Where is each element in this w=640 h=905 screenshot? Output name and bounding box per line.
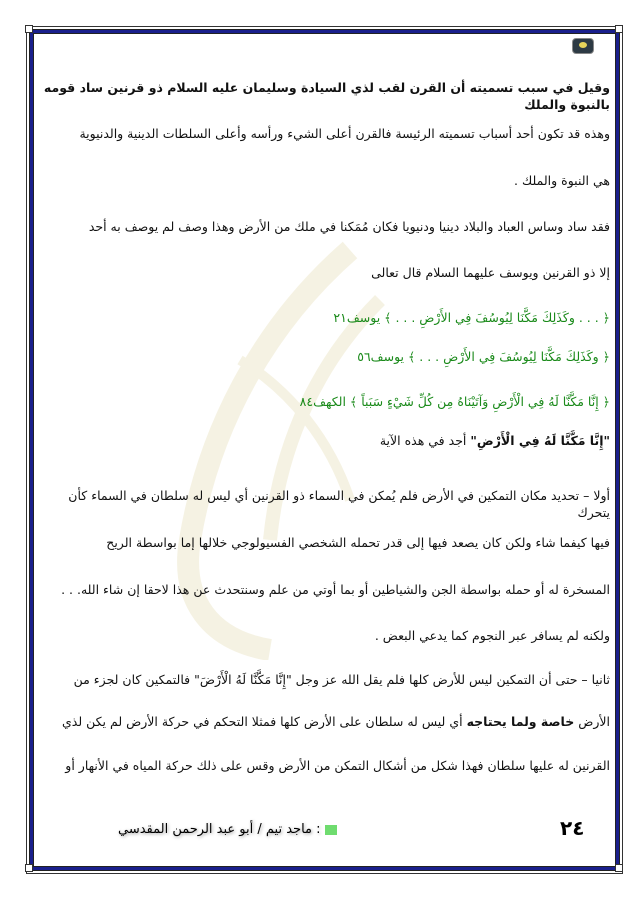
text-line: القرنين له عليها سلطان فهذا شكل من أشكال التمكن من الأرض وقس على ذلك حركة المياه في الأنهار أو [65,758,610,773]
quran-verse: ﴿ إِنَّا مَكَّنَّا لَهُ فِي الْأَرْضِ وَآتَيْنَاهُ مِن كُلِّ شَيْءٍ سَبَباً ﴾ الكهف٨٤ [299,394,610,409]
text-line: فيها كيفما شاء ولكن كان يصعد فيها إلى قدر تحمله الشخصي الفسيولوجي خلالها إما بواسطة الريح [106,535,610,550]
quran-verse: ﴿ وكَذَلِكَ مَكَّنَا لِيُوسُفَ فِي الأَرْضِ . . . ﴾ يوسف٥٦ [357,349,610,364]
quote-bold: "إِنَّا مَكَّنَّا لَهُ فِي الْأَرْضِ" [470,433,610,448]
text-line: المسخرة له أو حمله بواسطة الجن والشياطين أو بما أوتي من علم وسنتحدث عن هذا لاحقا إن شاء الله. . . [61,582,610,597]
bold-segment: خاصة ولما يحتاجه [466,714,575,729]
author-text: : ماجد تيم / أبو عبد الرحمن المقدسي [118,822,321,837]
text-line: إلا ذو القرنين ويوسف عليهما السلام قال تعالى [371,265,610,280]
text-segment: أي ليس له سلطان على الأرض كلها فمثلا التحكم في حركة الأرض لم يكن لذي [62,714,467,729]
quote-rest: أجد في هذه الآية [379,433,471,448]
border-corner [25,864,33,872]
text-line: أولا – تحديد مكان التمكين في الأرض فلم يُمكن في السماء ذو القرنين أي ليس له سلطان في السماء كأن يتحرك [68,488,610,520]
quran-verse: ﴿ . . . وكَذَلِكَ مَكَّنَا لِيُوسُفَ فِي الأَرْضِ . . . ﴾ يوسف٢١ [333,310,610,325]
text-line: وقيل في سبب تسميته أن القرن لقب لذي السيادة وسليمان عليه السلام ذو قرنين ساد قومه بالنبوة والملك [43,80,610,112]
border-corner [615,25,623,33]
text-line [42,713,610,730]
pen-icon [325,825,337,835]
footer-author [118,822,337,837]
quote-line [42,432,610,449]
border-corner [615,864,623,872]
text-line: ولكنه لم يسافر عبر النجوم كما يدعي البعض . [374,628,610,643]
border-corner [25,25,33,33]
page-number: ٢٤ [560,816,585,840]
text-line: هي النبوة والملك . [514,173,610,188]
text-line: وهذه قد تكون أحد أسباب تسميته الرئيسة فالقرن أعلى الشيء ورأسه وأعلى السلطات الدينية والدنيوية [79,126,610,141]
text-line: فقد ساد وساس العباد والبلاد دينيا ودنيويا فكان مُمَكنا في ملك من الأرض وهذا وصف لم يوصف به أحد [88,219,610,234]
text-segment: الأرض [574,714,610,729]
text-line: ثانيا – حتى أن التمكين ليس للأرض كلها فلم يقل الله عز وجل "إِنَّا مَكَّنَّا لَهُ الْأَرْضَ" فالتمكين كان لجزء من [73,672,610,687]
logo-icon [572,38,594,54]
